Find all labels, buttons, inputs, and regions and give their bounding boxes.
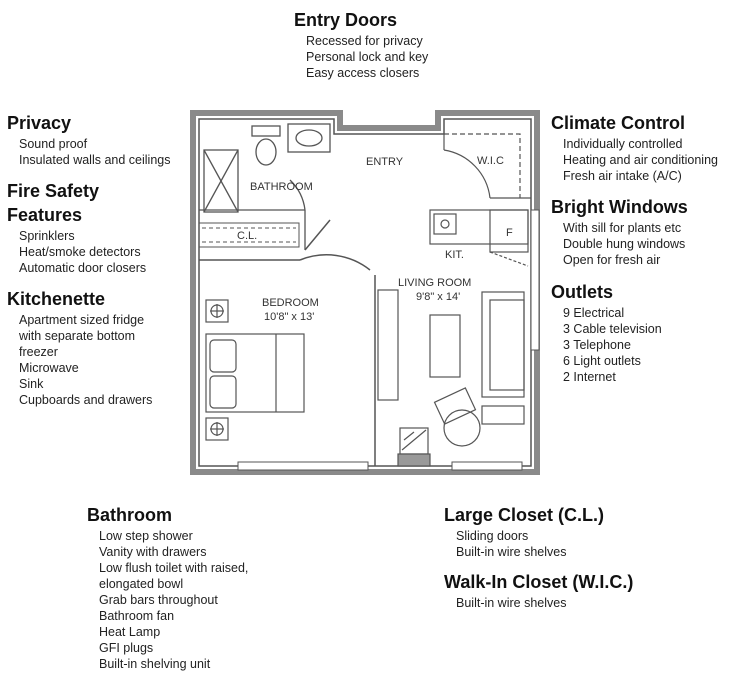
list-item: Recessed for privacy xyxy=(306,34,423,48)
section-title: Bright Windows xyxy=(551,197,688,217)
section-walk-in-closet xyxy=(444,571,633,611)
label-bedroom-dims: 10'8" x 13' xyxy=(264,311,315,323)
list-item: Insulated walls and ceilings xyxy=(19,153,171,167)
list-item: Heat/smoke detectors xyxy=(19,245,141,259)
section-title: Large Closet (C.L.) xyxy=(444,505,605,525)
section-kitchenette xyxy=(7,288,152,408)
section-large-closet xyxy=(444,504,604,560)
list-item: Heating and air conditioning xyxy=(563,153,718,167)
label-living-dims: 9'8" x 14' xyxy=(416,291,461,303)
list-item: with separate bottom xyxy=(19,329,136,343)
list-item: freezer xyxy=(19,345,58,359)
section-title: Climate Control xyxy=(551,113,686,133)
section-title: Privacy xyxy=(7,113,72,133)
list-item: 2 Internet xyxy=(563,370,616,384)
bedroom-walls xyxy=(199,220,375,466)
list-item: Heat Lamp xyxy=(99,625,161,639)
section-bathroom xyxy=(87,504,248,672)
section-title: Kitchenette xyxy=(7,289,106,309)
list-item: Microwave xyxy=(19,361,79,375)
section-outlets xyxy=(551,281,662,385)
label-fridge: F xyxy=(506,227,513,239)
list-item: Open for fresh air xyxy=(563,253,661,267)
section-title: Entry Doors xyxy=(294,10,398,30)
list-item: Sliding doors xyxy=(456,529,529,543)
label-kit: KIT. xyxy=(445,249,464,261)
list-item: 3 Cable television xyxy=(563,322,662,336)
section-title: Bathroom xyxy=(87,505,172,525)
living-furniture xyxy=(378,290,524,466)
label-bedroom: BEDROOM xyxy=(262,297,319,309)
floor-plan xyxy=(190,110,540,485)
section-privacy xyxy=(7,112,170,168)
list-item: Grab bars throughout xyxy=(99,593,218,607)
list-item: GFI plugs xyxy=(99,641,154,655)
list-item: Low step shower xyxy=(99,529,193,543)
label-wic: W.I.C xyxy=(477,155,504,167)
label-living-room: LIVING ROOM xyxy=(398,277,472,289)
label-cl: C.L. xyxy=(237,230,258,242)
section-title: Walk-In Closet (W.I.C.) xyxy=(444,572,634,592)
list-item: 3 Telephone xyxy=(563,338,631,352)
list-item: elongated bowl xyxy=(99,577,184,591)
list-item: Sound proof xyxy=(19,137,88,151)
list-item: Sprinklers xyxy=(19,229,75,243)
list-item: 9 Electrical xyxy=(563,306,625,320)
list-item: Built-in shelving unit xyxy=(99,657,211,671)
section-title-line2: Features xyxy=(7,205,83,225)
list-item: Personal lock and key xyxy=(306,50,429,64)
section-climate-control xyxy=(551,112,718,184)
section-entry-doors xyxy=(294,9,428,81)
section-title: Outlets xyxy=(551,282,614,302)
list-item: Double hung windows xyxy=(563,237,686,251)
list-item: Automatic door closers xyxy=(19,261,147,275)
list-item: Sink xyxy=(19,377,44,391)
list-item: Built-in wire shelves xyxy=(456,596,567,610)
label-bathroom: BATHROOM xyxy=(250,181,313,193)
list-item: 6 Light outlets xyxy=(563,354,641,368)
windows xyxy=(238,210,539,470)
list-item: Built-in wire shelves xyxy=(456,545,567,559)
section-title: Fire Safety xyxy=(7,181,100,201)
label-entry: ENTRY xyxy=(366,156,404,168)
list-item: Bathroom fan xyxy=(99,609,175,623)
list-item: Cupboards and drawers xyxy=(19,393,153,407)
list-item: Vanity with drawers xyxy=(99,545,207,559)
list-item: With sill for plants etc xyxy=(563,221,682,235)
list-item: Easy access closers xyxy=(306,66,420,80)
list-item: Fresh air intake (A/C) xyxy=(563,169,682,183)
section-fire-safety xyxy=(7,180,146,276)
section-bright-windows xyxy=(551,196,688,268)
list-item: Apartment sized fridge xyxy=(19,313,145,327)
list-item: Low flush toilet with raised, xyxy=(99,561,249,575)
list-item: Individually controlled xyxy=(563,137,683,151)
